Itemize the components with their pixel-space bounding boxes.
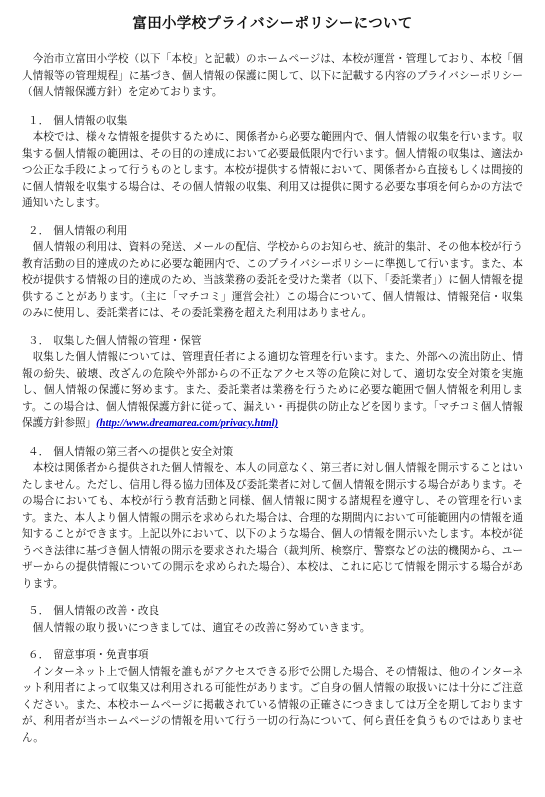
privacy-policy-link[interactable]: (http://www.dreamarea.com/privacy.html): [96, 418, 279, 429]
section-heading: [22, 603, 523, 620]
section-collection: [22, 113, 523, 212]
intro-paragraph: 今治市立富田小学校（以下「本校」と記載）のホームページは、本校が運営・管理しており、本校「個人情報等の管理規程」に基づき、個人情報の保護に関して、以下に記載する内容のプライバシーポリシー（個人情報保護方針）を定めております。: [22, 53, 523, 98]
section-number: ６．: [28, 649, 50, 661]
section-number: １．: [28, 114, 50, 127]
section-improvement: [22, 603, 523, 636]
section-disclaimer: [22, 647, 523, 746]
section-body: 個人情報の取り扱いにつきましては、適宜その改善に努めていきます。: [32, 621, 371, 634]
page-title: 富田小学校プライバシーポリシーについて: [132, 16, 413, 32]
section-third-party: [22, 444, 523, 593]
section-title: 収集した個人情報の管理・保管: [53, 334, 202, 347]
section-title: 個人情報の第三者への提供と安全対策: [53, 445, 234, 458]
section-number: ２．: [28, 224, 50, 237]
section-body: 個人情報の利用は、資料の発送、メールの配信、学校からのお知らせ、統計的集計、その他本校が行う教育活動の目的達成のために必要な範囲内で、このプライバシーポリシーに準拠して行います。また、本校が提供する情報の目的達成のため、当該業務の委託を受けた業者（以下、｢委託業者｣）に個人情報を提供することがあります。（主に「マチコミ」運営会社）この場合について、個人情報は、情報発信・収集のみに使用し、委託業者には、その委託業務を超えた利用はありません。: [22, 241, 523, 319]
section-management: [22, 333, 523, 433]
section-heading: [22, 444, 523, 461]
section-title: 留意事項・免責事項: [53, 649, 149, 661]
section-heading: [22, 647, 523, 664]
section-title: 個人情報の収集: [53, 114, 128, 127]
section-number: ４．: [28, 445, 50, 458]
section-usage: [22, 223, 523, 322]
section-number: ５．: [28, 605, 50, 617]
section-body-text: 収集した個人情報については、管理責任者による適切な管理を行います。また、外部への流出防止、情報の紛失、破壊、改ざんの危険や外部からの不正なアクセス等の危険に対して、適切な安全対策を実施し、個人情報の保護に努めます。また、委託業者は業務を行うために必要な範囲で個人情報を利用します。この場合は、個人情報保護方針に従って、漏えい・再提供の防止などを図ります。「マチコミ個人情報保護方針参照」: [22, 351, 523, 429]
section-body: インターネット上で個人情報を誰もがアクセスできる形で公開した場合、その情報は、他のインターネット利用者によって収集又は利用される可能性があります。ご自身の個人情報の取扱いには十分にご注意ください。また、本校ホームページに掲載されている情報の正確さにつきましては万全を期しておりますが、利用者が当ホームページの情報を用いて行う一切の行為について、何ら責任を負うものではありません。: [22, 665, 523, 744]
section-number: ３．: [28, 334, 50, 347]
section-body: 本校は関係者から提供された個人情報を、本人の同意なく、第三者に対し個人情報を開示することはいたしません。ただし、信用し得る協力団体及び委託業者に対して個人情報を開示する場合があります。その場合においても、本校が行う教育活動と同様、個人情報に関する諸規程を遵守し、その管理を行います。また、本人より個人情報の開示を求められた場合は、合理的な期間内において可能範囲内の情報を通知することができます。上記以外において、以下のような場合、個人の情報を開示いたします。本校が従うべき法律に基づき個人情報の開示を要求された場合（裁判所、検察庁、警察などの法的機関から、ユーザーからの提供情報についての開示を求められた場合）、本校は、これに応じて情報を開示する場合があります。: [22, 462, 523, 590]
section-heading: [22, 113, 523, 130]
section-heading: [22, 333, 523, 350]
section-body: [22, 349, 523, 433]
section-body: 本校では、様々な情報を提供するために、関係者から必要な範囲内で、個人情報の収集を行います。収集する個人情報の範囲は、その目的の達成において必要最低限内で行います。個人情報の収集は、適法かつ公正な手段によって行うものとします。本校が提供する情報において、関係者から直接もしくは間接的に個人情報を収集する場合は、その個人情報の収集、利用又は提供に関する必要な事項を何らかの方法で通知いたします。: [22, 131, 523, 209]
section-title: 個人情報の改善・改良: [53, 605, 160, 617]
section-title: 個人情報の利用: [53, 224, 128, 237]
section-heading: [22, 223, 523, 240]
